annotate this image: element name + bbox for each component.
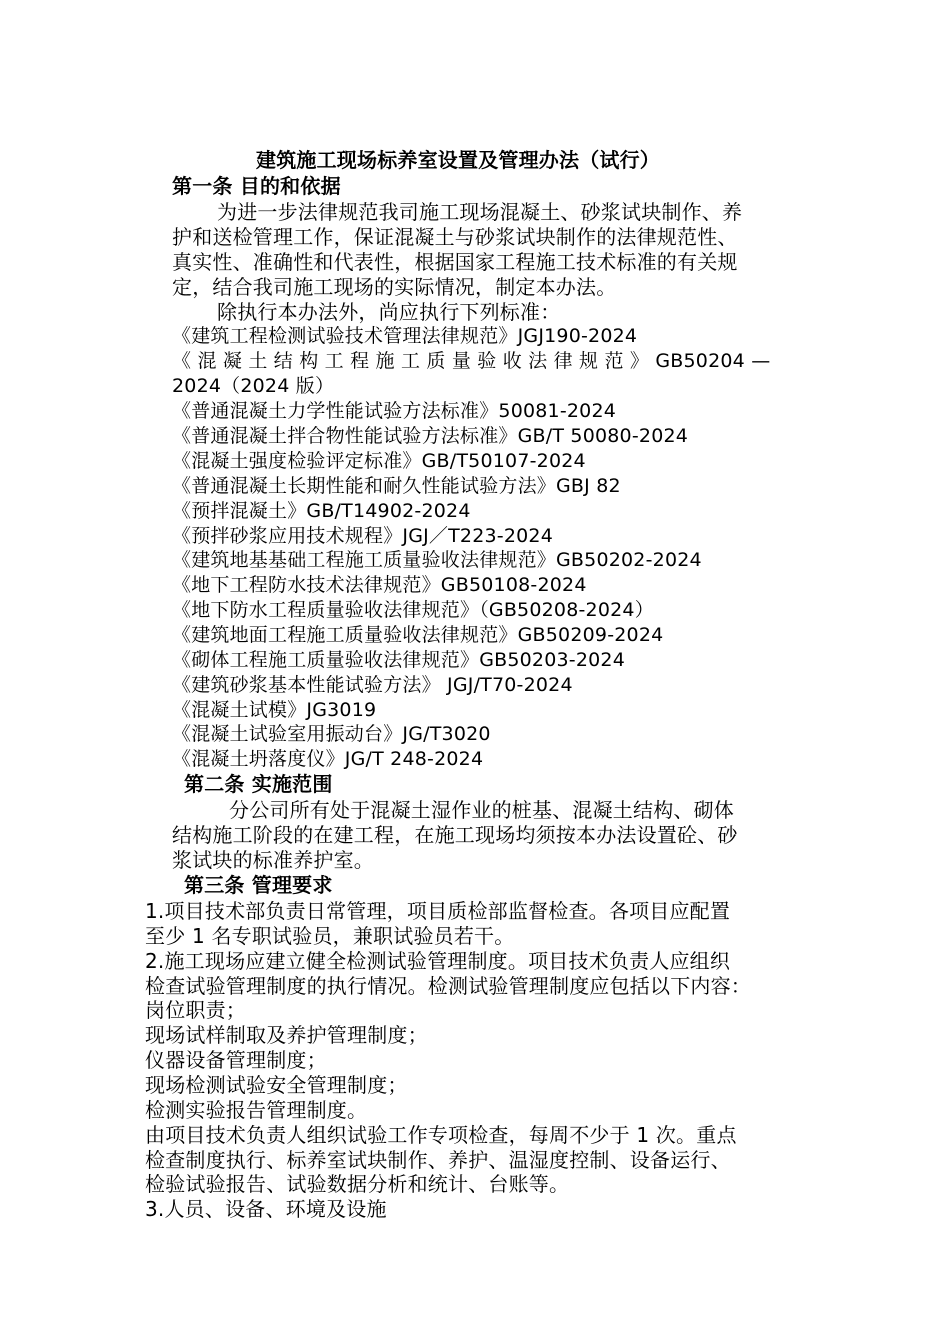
standard-item: 《建筑地基基础工程施工质量验收法律规范》GB50202-2024 [172,549,702,571]
article3-line: 3.人员、设备、环境及设施 [145,1197,387,1221]
article2-para-line2: 结构施工阶段的在建工程，在施工现场均须按本办法设置砼、砂 [172,823,738,847]
article1-heading: 第一条 目的和依据 [172,174,341,198]
article2-para-line1: 分公司所有处于混凝土湿作业的桩基、混凝土结构、砌体 [229,798,734,822]
standard-item: 《混凝土试模》JG3019 [172,699,377,721]
article3-line: 1.项目技术部负责日常管理，项目质检部监督检查。各项目应配置 [145,899,731,923]
article3-line: 现场检测试验安全管理制度； [145,1073,408,1097]
document-title: 建筑施工现场标养室设置及管理办法（试行） [256,148,660,172]
article1-para1-line3: 真实性、准确性和代表性，根据国家工程施工技术标准的有关规 [172,250,738,274]
standard-item: 《 混 凝 土 结 构 工 程 施 工 质 量 验 收 法 律 规 范 》 GB50204 — [172,350,771,372]
article1-para2: 除执行本办法外，尚应执行下列标准： [217,300,561,324]
standard-item: 《混凝土坍落度仪》JG/T 248-2024 [172,748,484,770]
standard-item: 《预拌混凝土》GB/T14902-2024 [172,500,471,522]
standard-item: 《普通混凝土力学性能试验方法标准》50081-2024 [172,400,617,422]
standard-item: 《建筑砂浆基本性能试验方法》 JGJ/T70-2024 [172,674,573,696]
article3-line: 检验试验报告、试验数据分析和统计、台账等。 [145,1172,570,1196]
standard-item: 《混凝土试验室用振动台》JG/T3020 [172,723,491,745]
article3-line: 现场试样制取及养护管理制度； [145,1023,428,1047]
article3-line: 检查制度执行、标养室试块制作、养护、温湿度控制、设备运行、 [145,1148,731,1172]
article3-line: 检测实验报告管理制度。 [145,1098,368,1122]
standard-item: 《建筑工程检测试验技术管理法律规范》JGJ190-2024 [172,325,638,347]
article3-line: 仪器设备管理制度； [145,1048,327,1072]
standard-item: 《地下工程防水技术法律规范》GB50108-2024 [172,574,587,596]
article1-para1-line1: 为进一步法律规范我司施工现场混凝土、砂浆试块制作、养 [217,200,743,224]
standard-item: 《砌体工程施工质量验收法律规范》GB50203-2024 [172,649,626,671]
standard-item: 《地下防水工程质量验收法律规范》（GB50208-2024） [172,599,654,621]
article3-heading: 第三条 管理要求 [184,873,333,897]
standard-item: 《预拌砂浆应用技术规程》JGJ／T223-2024 [172,525,554,547]
article3-line: 至少 1 名专职试验员，兼职试验员若干。 [145,924,515,948]
standard-item: 《普通混凝土长期性能和耐久性能试验方法》GBJ 82 [172,475,621,497]
article2-heading: 第二条 实施范围 [184,772,333,796]
article3-line: 2.施工现场应建立健全检测试验管理制度。项目技术负责人应组织 [145,949,731,973]
article3-line: 检查试验管理制度的执行情况。检测试验管理制度应包括以下内容： [145,974,751,998]
article1-para1-line4: 定，结合我司施工现场的实际情况，制定本办法。 [172,275,617,299]
article2-para-line3: 浆试块的标准养护室。 [172,848,374,872]
standard-item: 《混凝土强度检验评定标准》GB/T50107-2024 [172,450,586,472]
article3-line: 由项目技术负责人组织试验工作专项检查，每周不少于 1 次。重点 [145,1123,737,1147]
article1-para1-line2: 护和送检管理工作，保证混凝土与砂浆试块制作的法律规范性、 [172,225,738,249]
standard-item: 2024（2024 版） [172,375,335,397]
article3-line: 岗位职责； [145,998,246,1022]
standard-item: 《普通混凝土拌合物性能试验方法标准》GB/T 50080-2024 [172,425,689,447]
standard-item: 《建筑地面工程施工质量验收法律规范》GB50209-2024 [172,624,664,646]
